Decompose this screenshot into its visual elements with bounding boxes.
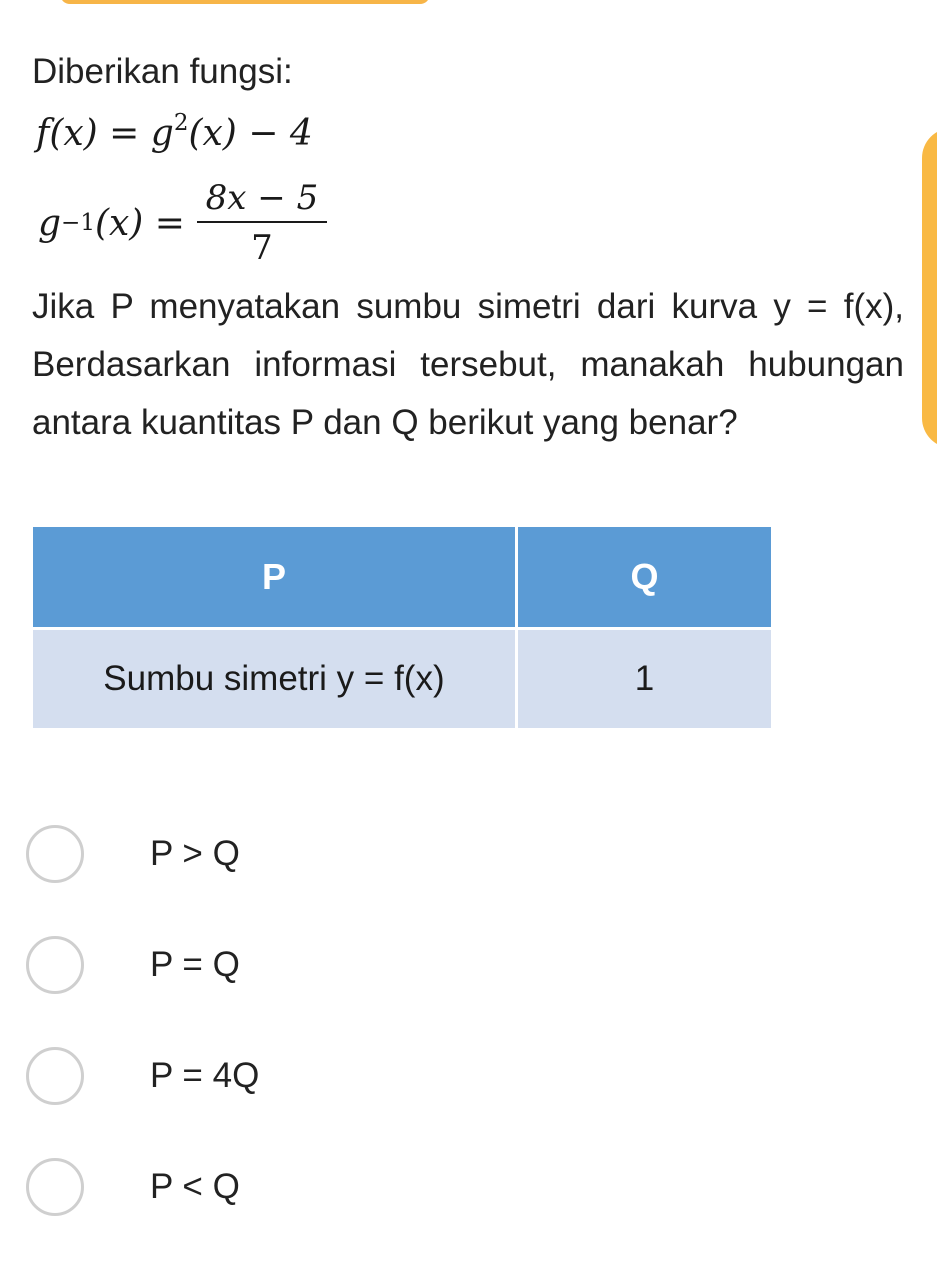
formula-g-base: g — [38, 202, 62, 244]
radio-button[interactable] — [26, 936, 84, 994]
table-cell-p: Sumbu simetri y = f(x) — [32, 629, 517, 730]
fraction-denominator: 7 — [251, 228, 273, 268]
formula-f-exponent: 2 — [173, 110, 189, 136]
radio-button[interactable] — [26, 825, 84, 883]
side-accent-tab — [922, 128, 937, 448]
option-p-less-q[interactable] — [26, 1151, 259, 1223]
formula-f-rhs: (x) − 4 — [188, 113, 313, 154]
option-label: P = 4Q — [150, 1056, 260, 1095]
option-label: P = Q — [150, 945, 240, 984]
option-p-equal-4q[interactable] — [26, 1040, 259, 1112]
question-intro: Diberikan fungsi: — [32, 52, 293, 91]
option-label: P > Q — [150, 834, 240, 873]
table-header-row — [32, 526, 773, 629]
table-cell-q: 1 — [516, 629, 772, 730]
question-body: Jika P menyatakan sumbu simetri dari kurva y = f(x), Berdasarkan informasi tersebut, manakah hubungan antara kuantitas P dan Q berikut yang benar? — [32, 287, 904, 442]
formula-f — [36, 110, 313, 158]
option-p-equal-q[interactable] — [26, 929, 259, 1001]
option-label: P < Q — [150, 1167, 240, 1206]
radio-button[interactable] — [26, 1158, 84, 1216]
option-p-greater-q[interactable] — [26, 818, 259, 890]
formula-f-lhs: f(x) = g — [36, 113, 174, 154]
formula-g-inverse: g −1 (x) = $\frac{8x - 5}{7}$ — [38, 168, 327, 278]
pq-comparison-table — [30, 524, 774, 731]
fraction-numerator: 8x − 5 — [205, 178, 319, 218]
formula-g-fraction — [197, 177, 327, 269]
radio-button[interactable] — [26, 1047, 84, 1105]
table-row — [32, 629, 773, 730]
top-accent-bar — [60, 0, 430, 4]
formula-g-arg: (x) = — [94, 202, 185, 244]
table-header-q: Q — [516, 526, 772, 629]
table-header-p: P — [32, 526, 517, 629]
answer-options — [26, 818, 259, 1262]
